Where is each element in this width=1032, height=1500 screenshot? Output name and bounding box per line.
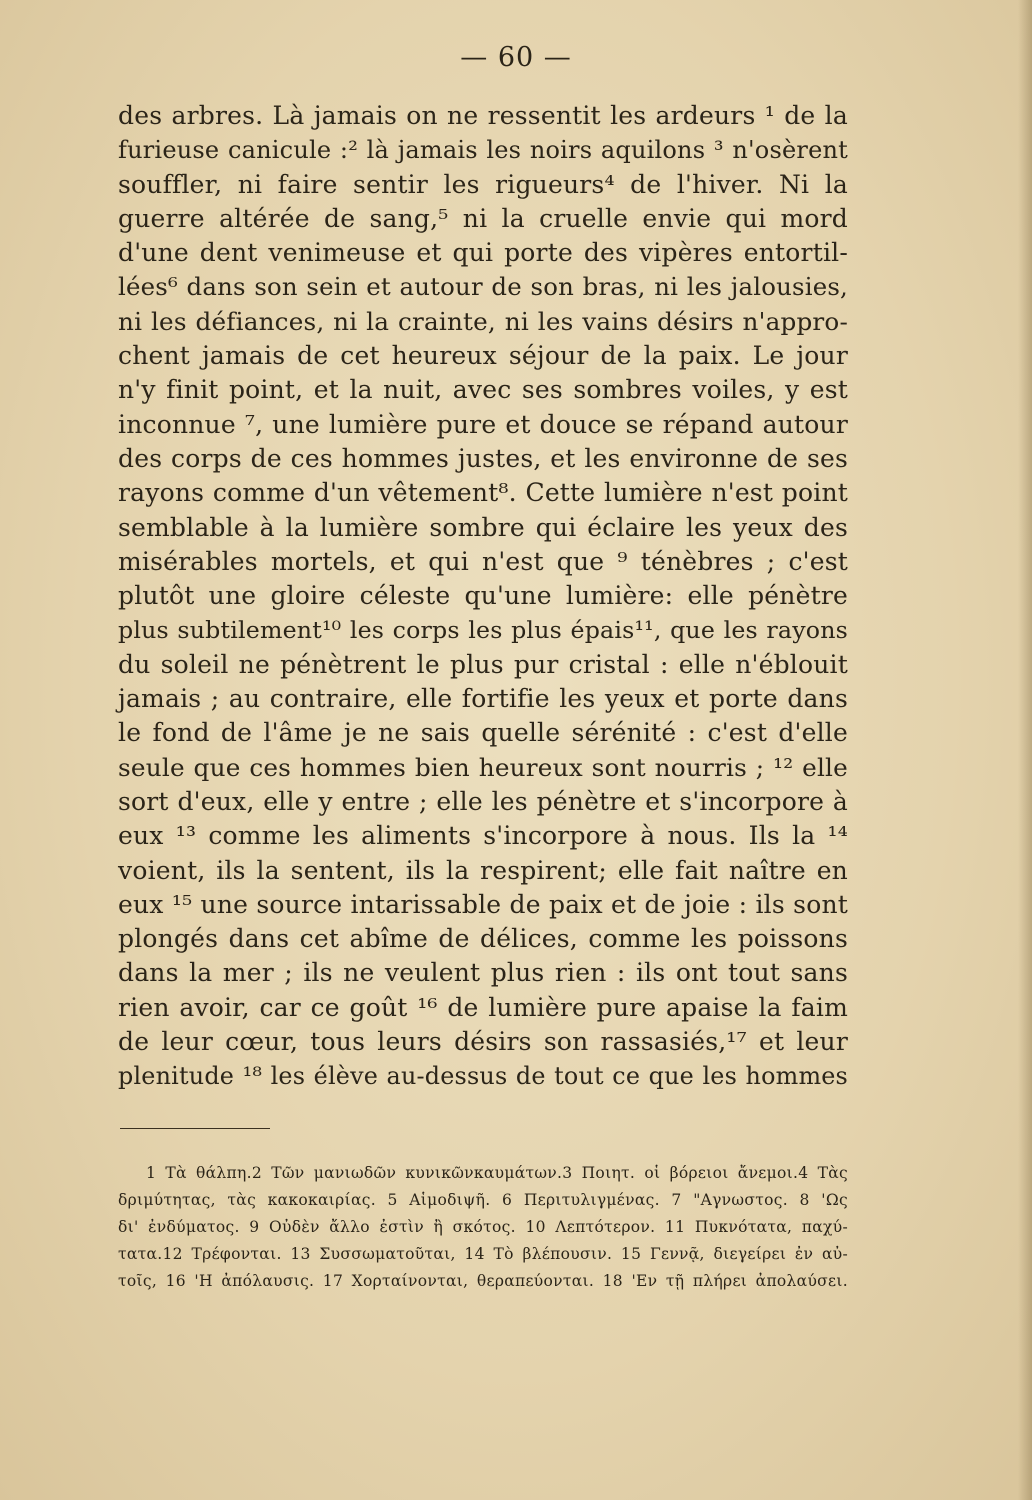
text-line: plus subtilement¹⁰ les corps les plus épais¹¹, que les rayons bbox=[118, 616, 848, 645]
text-line: d'une dent venimeuse et qui porte des vipères entortil- bbox=[118, 238, 848, 268]
body-text bbox=[118, 99, 848, 1094]
text-line: rayons comme d'un vêtement⁸. Cette lumière n'est point bbox=[118, 478, 848, 508]
text-line: des corps de ces hommes justes, et les environne de ses bbox=[118, 443, 848, 473]
footnotes bbox=[118, 1160, 848, 1295]
text-line: seule que ces hommes bien heureux sont nourris ; ¹² elle bbox=[118, 752, 848, 782]
text-line: furieuse canicule :² là jamais les noirs aquilons ³ n'osèrent bbox=[118, 136, 848, 165]
text-line: rien avoir, car ce goût ¹⁶ de lumière pure apaise la faim bbox=[118, 992, 848, 1022]
footnote-divider bbox=[120, 1128, 270, 1129]
text-line: du soleil ne pénètrent le plus pur cristal : elle n'éblouit bbox=[118, 649, 848, 679]
footnote-line: 1 Τὰ θάλπη.2 Τῶν μανιωδῶν κυνικῶνκαυμάτων.3 Ποιητ. οἱ βόρειοι ἄνεμοι.4 Τὰς bbox=[146, 1164, 848, 1182]
footnote-line: τοῖς, 16 'Η ἀπόλαυσις. 17 Χορταίνονται, θεραπεύονται. 18 'Εν τῇ πλήρει ἀπολαύσει. bbox=[118, 1272, 848, 1290]
text-line: inconnue ⁷, une lumière pure et douce se répand autour bbox=[118, 409, 848, 439]
text-line: voient, ils la sentent, ils la respirent; elle fait naître en bbox=[118, 855, 848, 885]
footnote-line: δι' ἐνδύματος. 9 Οὐδὲν ἄλλο ἐστὶν ἢ σκότος. 10 Λεπτότερον. 11 Πυκνότατα, παχύ- bbox=[118, 1218, 848, 1236]
text-line: eux ¹³ comme les aliments s'incorpore à nous. Ils la ¹⁴ bbox=[118, 821, 848, 851]
text-line: jamais ; au contraire, elle fortifie les yeux et porte dans bbox=[118, 684, 848, 714]
page-number: — 60 — bbox=[460, 42, 572, 73]
text-line: souffler, ni faire sentir les rigueurs⁴ de l'hiver. Ni la bbox=[118, 169, 848, 199]
text-line: misérables mortels, et qui n'est que ⁹ ténèbres ; c'est bbox=[118, 546, 848, 576]
text-line: plongés dans cet abîme de délices, comme les poissons bbox=[118, 924, 848, 954]
text-line: dans la mer ; ils ne veulent plus rien : ils ont tout sans bbox=[118, 958, 848, 988]
footnote-line: δριμύτητας, τὰς κακοκαιρίας. 5 Αἱμοδιψῆ. 6 Περιτυλιγμένας. 7 "Αγνωστος. 8 'Ως bbox=[118, 1191, 848, 1209]
text-line: sort d'eux, elle y entre ; elle les pénètre et s'incorpore à bbox=[118, 786, 848, 816]
text-line: le fond de l'âme je ne sais quelle sérénité : c'est d'elle bbox=[118, 718, 848, 748]
text-line: eux ¹⁵ une source intarissable de paix et de joie : ils sont bbox=[118, 889, 848, 919]
text-line: de leur cœur, tous leurs désirs son rassasiés,¹⁷ et leur bbox=[118, 1027, 848, 1057]
text-line: n'y finit point, et la nuit, avec ses sombres voiles, y est bbox=[118, 375, 848, 405]
page-edge-shadow bbox=[1018, 0, 1032, 1500]
text-line: plenitude ¹⁸ les élève au-dessus de tout ce que les hommes bbox=[118, 1062, 848, 1091]
text-line: semblable à la lumière sombre qui éclaire les yeux des bbox=[118, 512, 848, 542]
text-line: lées⁶ dans son sein et autour de son bras, ni les jalousies, bbox=[118, 272, 848, 302]
text-line: des arbres. Là jamais on ne ressentit les ardeurs ¹ de la bbox=[118, 101, 848, 130]
footnote-line: τατα.12 Τρέφονται. 13 Συσσωματοῦται, 14 Τὸ βλέπουσιν. 15 Γεννᾷ, διεγείρει ἐν αὐ- bbox=[118, 1245, 848, 1263]
text-line: guerre altérée de sang,⁵ ni la cruelle envie qui mord bbox=[118, 203, 848, 233]
text-line: plutôt une gloire céleste qu'une lumière: elle pénètre bbox=[118, 581, 848, 611]
text-line: chent jamais de cet heureux séjour de la paix. Le jour bbox=[118, 341, 848, 371]
text-line: ni les défiances, ni la crainte, ni les vains désirs n'appro- bbox=[118, 306, 848, 336]
